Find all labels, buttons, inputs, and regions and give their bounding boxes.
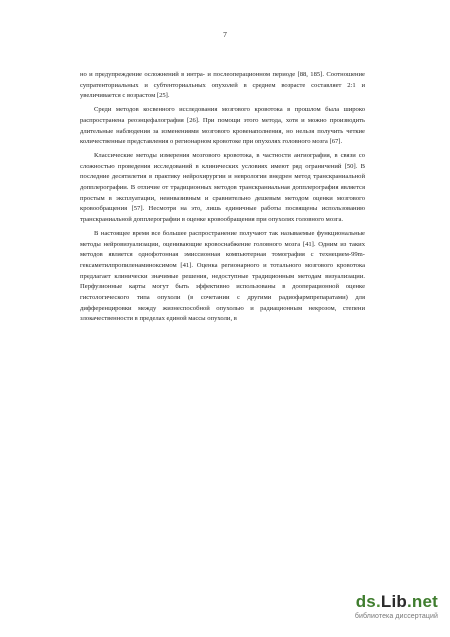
paragraph-2: Среди методов косвенного исследования мозгового кровотока в прошлом была широко распространена реоэнцефалография [26]. При помощи этого метода, хотя и можно производить длительные наблюдения за изменениями мозгового кровенаполнения, но нельзя получить четкие количественные представления о регионарном кровотоке при опухолях головного мозга [67]. (80, 106, 365, 146)
document-body (80, 70, 365, 328)
watermark-brand (356, 593, 438, 611)
watermark-ds: ds (355, 592, 376, 611)
watermark-subtitle: библиотека диссертаций (354, 613, 438, 620)
watermark-net: .net (406, 592, 438, 611)
watermark-lib: Lib (380, 592, 407, 611)
page-number: 7 (223, 30, 227, 39)
watermark-dot: . (375, 592, 381, 611)
paragraph-3: Классические методы измерения мозгового кровотока, в частности ангиография, в связи со сложностью проведения исследований в клинических условиях имеют ряд ограничений [50]. В последние десятилетия в практику нейрохирургии и неврологии внедрен метод транскраниальной допплерографии. В отличие от традиционных методов транскраниальная допплерография является простым в эксплуатации, неинвазивным и сравнительно дешевым методом оценки мозгового кровообращения [57]. Несмотря на это, лишь единичные работы посвящены использованию транскраниальной допплерографии в оценке кровообращения при опухолях головного мозга. (80, 151, 365, 224)
paragraph-1: но и предупреждение осложнений в интра- и послеоперационном периоде [88, 185]. Соотношение супратенториальных и субтенториальных опухолей в среднем возрасте составляет 2:1 и увеличивается с возрастом [25]. (80, 71, 365, 100)
dslib-watermark-logo[interactable] (328, 593, 438, 627)
paragraph-4: В настоящее время все большее распространение получают так называемые функциональные методы нейровизуализации, оценивающие кровоснабжение головного мозга [41]. Одним из таких методов является однофотонная эмиссионная компьютерная томография с технецием-99m-гексаметилпропиленаминоксимом [41]. Оценка регионарного и тотального мозгового кровотока предлагает клинически значимые решения, недоступные традиционным методам визуализации. Перфузионные карты могут быть эффективно использованы в дооперационной оценке гистологического типа опухоли (в сочетании с другими радиофармпрепаратами) для дифференцировки между жизнеспособной опухолью и радиационным некрозом, степени злокачественности в пределах единой массы опухоли, в (80, 229, 365, 323)
